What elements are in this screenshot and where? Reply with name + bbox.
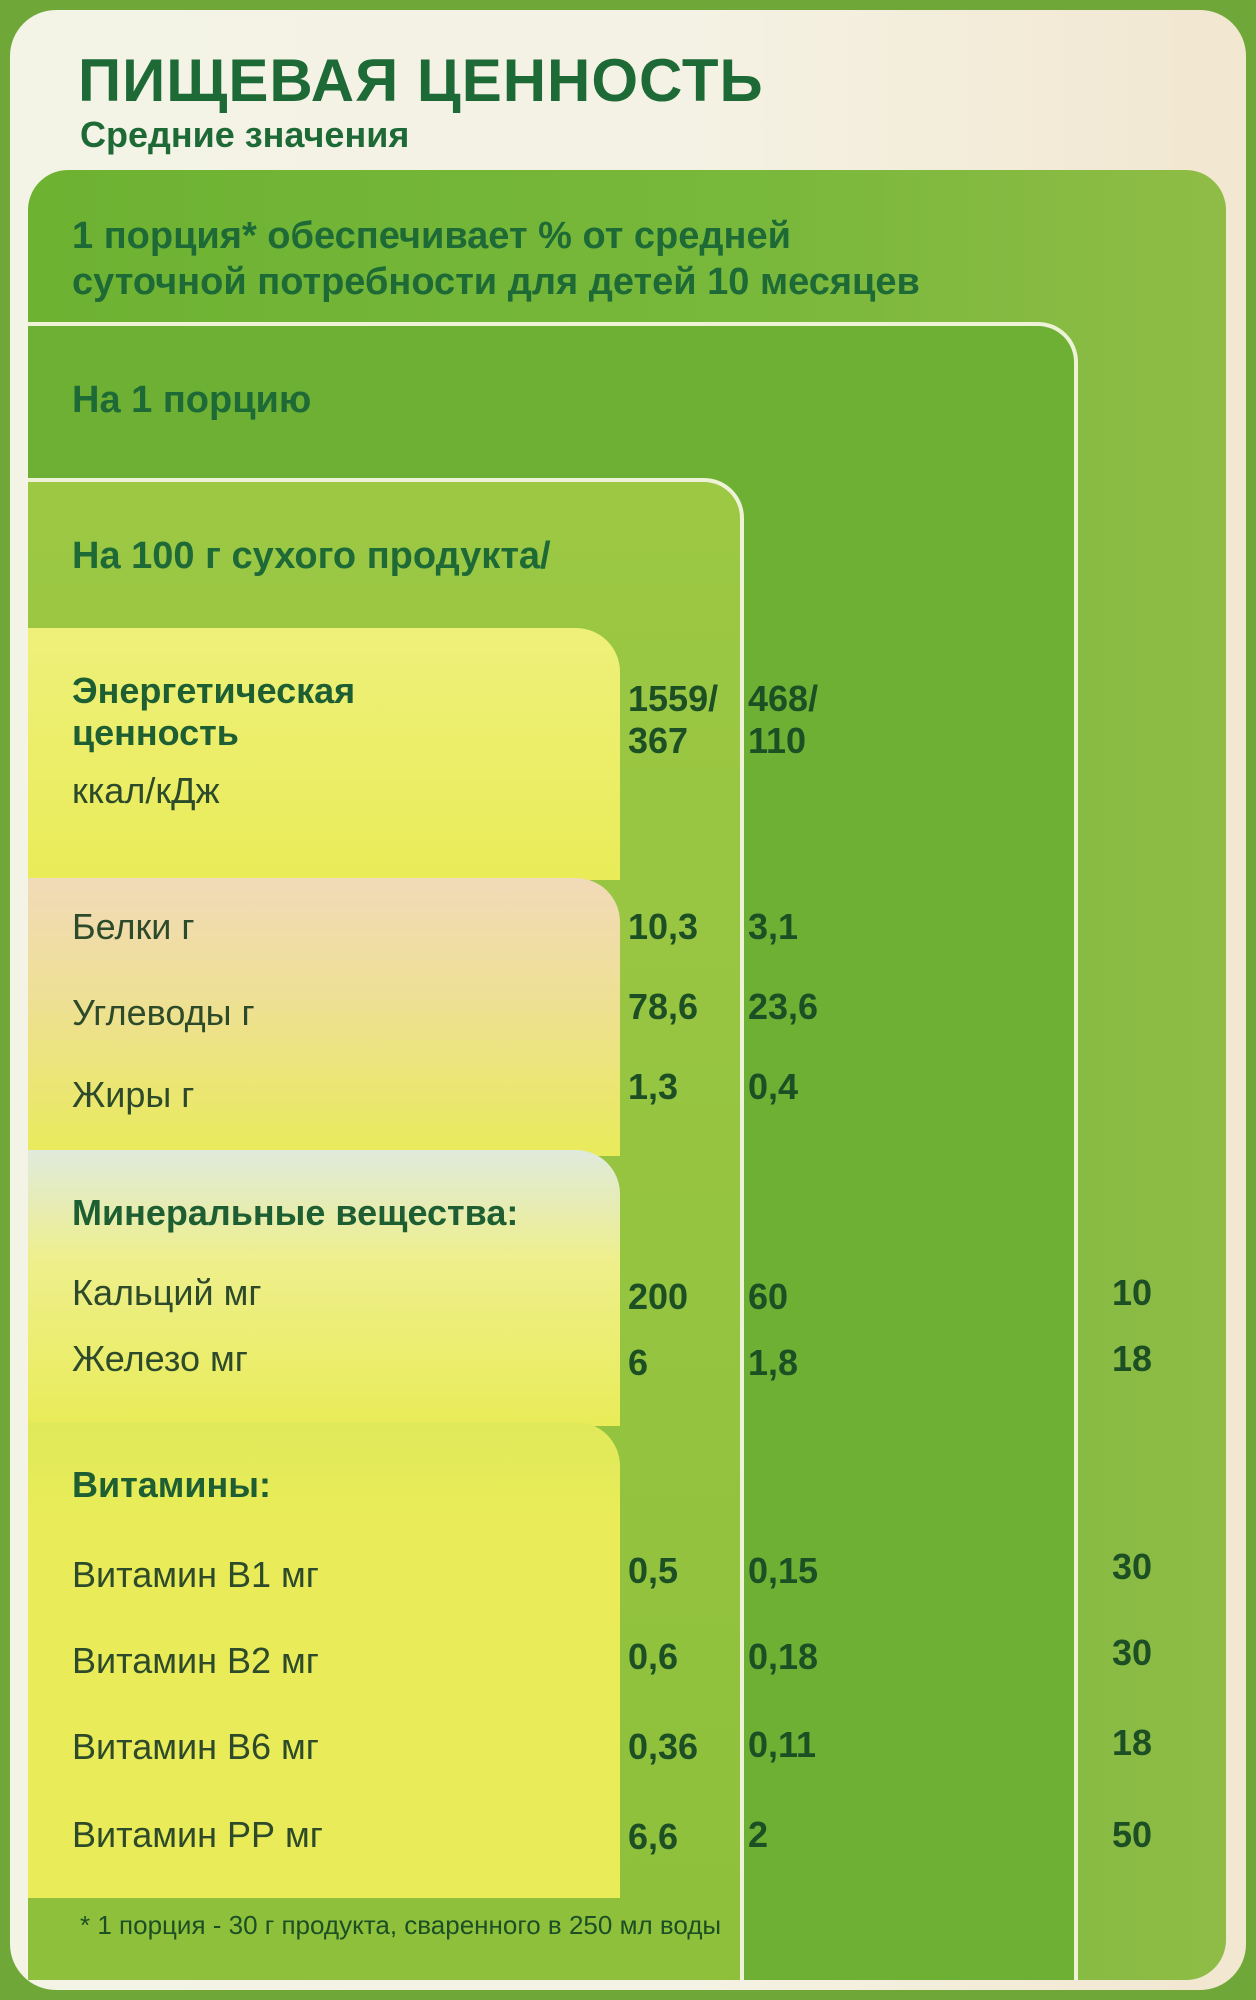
page-subtitle: Средние значения bbox=[80, 114, 410, 155]
macro-label: Углеводы г bbox=[72, 992, 255, 1033]
minerals-heading: Минеральные вещества: bbox=[72, 1192, 519, 1233]
vitamin-label: Витамин РР мг bbox=[72, 1814, 323, 1855]
mineral-per-100g: 6 bbox=[628, 1342, 649, 1383]
mineral-percent: 18 bbox=[1112, 1338, 1153, 1379]
vitamins-heading: Витамины: bbox=[72, 1464, 272, 1505]
percent-daily-header-line2: суточной потребности для детей 10 месяцев bbox=[72, 261, 920, 303]
energy-per-100g-line1: 1559/ bbox=[628, 678, 719, 719]
vitamin-percent: 30 bbox=[1112, 1632, 1153, 1673]
vitamin-percent: 30 bbox=[1112, 1546, 1153, 1587]
energy-panel bbox=[28, 628, 620, 880]
vitamin-label: Витамин В1 мг bbox=[72, 1554, 319, 1595]
nutrition-card bbox=[10, 10, 1246, 1990]
macro-per-100g: 78,6 bbox=[628, 986, 699, 1027]
mineral-per-100g: 200 bbox=[628, 1276, 689, 1317]
per-100g-header: На 100 г сухого продукта/ bbox=[72, 535, 551, 577]
energy-per-portion-line1: 468/ bbox=[748, 678, 819, 719]
vitamin-per-portion: 0,15 bbox=[748, 1550, 819, 1591]
vitamin-per-100g: 0,6 bbox=[628, 1636, 679, 1677]
mineral-percent: 10 bbox=[1112, 1272, 1153, 1313]
vitamin-percent: 50 bbox=[1112, 1814, 1153, 1855]
vitamin-per-100g: 0,36 bbox=[628, 1726, 699, 1767]
macro-label: Белки г bbox=[72, 906, 195, 947]
macro-per-portion: 0,4 bbox=[748, 1066, 799, 1107]
vitamin-per-100g: 6,6 bbox=[628, 1816, 679, 1857]
macro-label: Жиры г bbox=[72, 1074, 195, 1115]
energy-per-100g-line2: 367 bbox=[628, 720, 689, 761]
macro-per-100g: 10,3 bbox=[628, 906, 699, 947]
energy-label-line1: Энергетическая bbox=[72, 670, 356, 711]
macro-per-100g: 1,3 bbox=[628, 1066, 679, 1107]
energy-per-portion-line2: 110 bbox=[748, 720, 807, 761]
vitamin-per-100g: 0,5 bbox=[628, 1550, 679, 1591]
energy-unit: ккал/кДж bbox=[72, 770, 220, 811]
percent-daily-header-line1: 1 порция* обеспечивает % от средней bbox=[72, 215, 791, 257]
energy-label-line2: ценность bbox=[72, 712, 239, 753]
vitamin-per-portion: 0,11 bbox=[748, 1724, 817, 1765]
mineral-per-portion: 60 bbox=[748, 1276, 789, 1317]
vitamin-label: Витамин В6 мг bbox=[72, 1726, 319, 1767]
vitamin-label: Витамин В2 мг bbox=[72, 1640, 319, 1681]
per-portion-header: На 1 порцию bbox=[72, 379, 312, 421]
vitamin-per-portion: 2 bbox=[748, 1814, 769, 1855]
vitamin-per-portion: 0,18 bbox=[748, 1636, 819, 1677]
page-title: ПИЩЕВАЯ ЦЕННОСТЬ bbox=[78, 47, 764, 114]
mineral-label: Кальций мг bbox=[72, 1272, 262, 1313]
macro-per-portion: 3,1 bbox=[748, 906, 799, 947]
mineral-label: Железо мг bbox=[72, 1338, 248, 1379]
mineral-per-portion: 1,8 bbox=[748, 1342, 799, 1383]
footnote: * 1 порция - 30 г продукта, сваренного в 250 мл воды bbox=[80, 1910, 722, 1940]
vitamin-percent: 18 bbox=[1112, 1722, 1153, 1763]
macro-per-portion: 23,6 bbox=[748, 986, 819, 1027]
